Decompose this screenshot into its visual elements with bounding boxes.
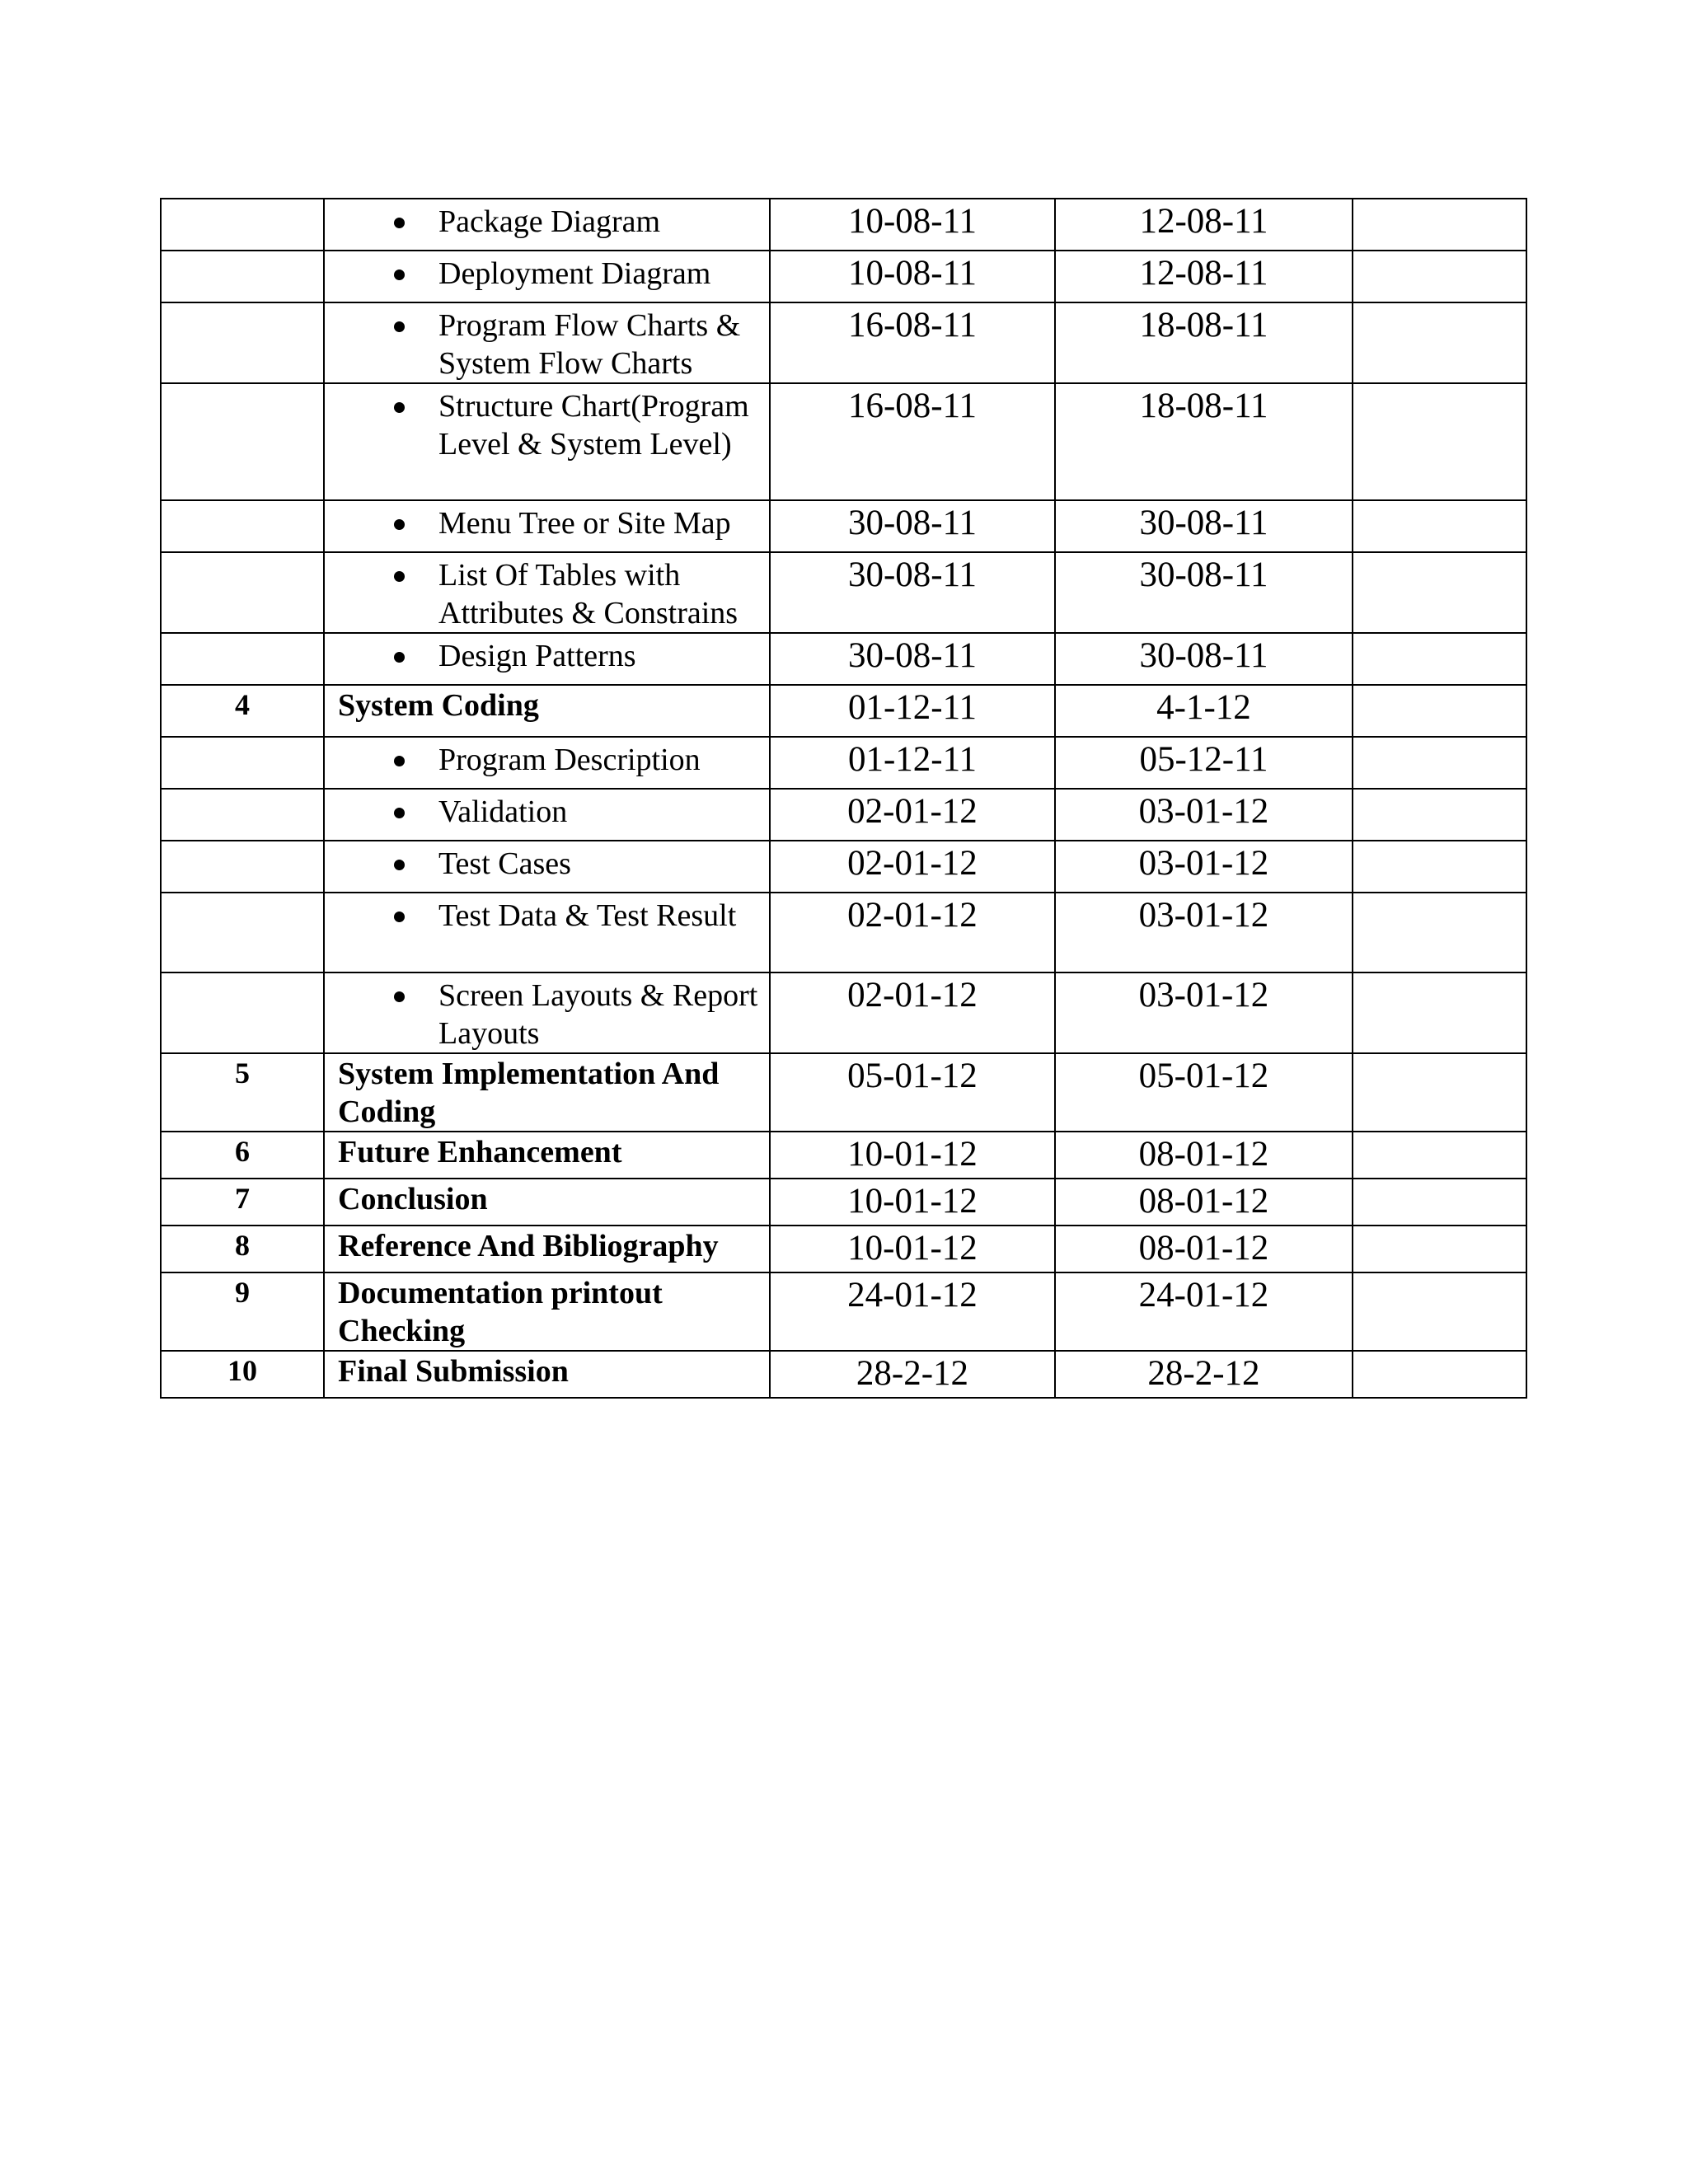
table-row bbox=[161, 633, 1526, 685]
subtask-label: Structure Chart(Program Level & System Level) bbox=[438, 389, 749, 462]
end-date-cell bbox=[1055, 1179, 1353, 1226]
task-cell bbox=[324, 383, 770, 500]
remarks-cell bbox=[1353, 972, 1526, 1053]
end-date-cell bbox=[1055, 633, 1353, 685]
end-date: 28-2-12 bbox=[1147, 1354, 1260, 1393]
start-date: 30-08-11 bbox=[847, 555, 978, 594]
row-number-cell bbox=[161, 737, 324, 789]
remarks-cell bbox=[1353, 633, 1526, 685]
bullet-icon bbox=[394, 808, 405, 818]
bullet-icon bbox=[394, 652, 405, 663]
remarks-cell bbox=[1353, 841, 1526, 893]
end-date-cell bbox=[1055, 1351, 1353, 1398]
start-date: 28-2-12 bbox=[856, 1354, 969, 1393]
remarks-cell bbox=[1353, 1226, 1526, 1272]
remarks-cell bbox=[1353, 1351, 1526, 1398]
start-date-cell bbox=[770, 972, 1055, 1053]
remarks-cell bbox=[1353, 685, 1526, 737]
start-date-cell bbox=[770, 893, 1055, 972]
row-number-cell: 4 bbox=[161, 685, 324, 737]
phase-label: Conclusion bbox=[338, 1182, 488, 1216]
table-row bbox=[161, 251, 1526, 302]
end-date-cell bbox=[1055, 1132, 1353, 1179]
row-number-cell bbox=[161, 383, 324, 500]
start-date-cell bbox=[770, 251, 1055, 302]
start-date-cell bbox=[770, 302, 1055, 383]
task-cell bbox=[324, 972, 770, 1053]
table-row bbox=[161, 199, 1526, 251]
start-date-cell bbox=[770, 1351, 1055, 1398]
table-row bbox=[161, 737, 1526, 789]
task-cell bbox=[324, 500, 770, 552]
start-date: 30-08-11 bbox=[847, 636, 978, 675]
row-number-cell bbox=[161, 552, 324, 633]
remarks-cell bbox=[1353, 251, 1526, 302]
row-number-cell: 5 bbox=[161, 1053, 324, 1132]
end-date-cell bbox=[1055, 789, 1353, 841]
end-date: 03-01-12 bbox=[1138, 976, 1269, 1015]
remarks-cell bbox=[1353, 552, 1526, 633]
phase-label: Documentation printout Checking bbox=[338, 1276, 663, 1348]
start-date: 02-01-12 bbox=[847, 976, 978, 1015]
task-cell bbox=[324, 199, 770, 251]
table-row bbox=[161, 789, 1526, 841]
start-date-cell bbox=[770, 633, 1055, 685]
end-date-cell bbox=[1055, 500, 1353, 552]
task-cell bbox=[324, 1351, 770, 1398]
start-date: 30-08-11 bbox=[847, 504, 978, 542]
row-number-cell bbox=[161, 893, 324, 972]
end-date: 18-08-11 bbox=[1139, 306, 1268, 344]
table-row bbox=[161, 893, 1526, 972]
subtask-label: Program Flow Charts & System Flow Charts bbox=[438, 308, 741, 381]
row-number-cell: 8 bbox=[161, 1226, 324, 1272]
task-cell bbox=[324, 1179, 770, 1226]
end-date-cell bbox=[1055, 1226, 1353, 1272]
task-cell bbox=[324, 1226, 770, 1272]
start-date-cell bbox=[770, 552, 1055, 633]
task-cell bbox=[324, 1272, 770, 1351]
end-date: 30-08-11 bbox=[1139, 555, 1268, 594]
task-cell bbox=[324, 633, 770, 685]
task-cell bbox=[324, 251, 770, 302]
end-date-cell bbox=[1055, 893, 1353, 972]
row-number-cell bbox=[161, 633, 324, 685]
subtask-label: Deployment Diagram bbox=[438, 256, 711, 291]
table-row bbox=[161, 841, 1526, 893]
start-date-cell bbox=[770, 1226, 1055, 1272]
task-cell bbox=[324, 1132, 770, 1179]
phase-label: Future Enhancement bbox=[338, 1135, 622, 1169]
end-date-cell bbox=[1055, 251, 1353, 302]
bullet-icon bbox=[394, 860, 405, 870]
end-date-cell bbox=[1055, 552, 1353, 633]
start-date: 01-12-11 bbox=[847, 740, 978, 779]
start-date-cell bbox=[770, 1272, 1055, 1351]
start-date-cell bbox=[770, 500, 1055, 552]
end-date: 24-01-12 bbox=[1138, 1276, 1269, 1315]
end-date: 18-08-11 bbox=[1139, 387, 1268, 425]
remarks-cell bbox=[1353, 1132, 1526, 1179]
bullet-icon bbox=[394, 756, 405, 766]
subtask-label: List Of Tables with Attributes & Constrains bbox=[438, 558, 738, 630]
task-cell bbox=[324, 302, 770, 383]
table-row bbox=[161, 1179, 1526, 1226]
subtask-label: Validation bbox=[438, 794, 568, 829]
bullet-icon bbox=[394, 912, 405, 922]
start-date-cell bbox=[770, 685, 1055, 737]
end-date-cell bbox=[1055, 199, 1353, 251]
task-cell bbox=[324, 841, 770, 893]
bullet-icon bbox=[394, 218, 405, 228]
task-cell bbox=[324, 1053, 770, 1132]
bullet-icon bbox=[394, 519, 405, 530]
start-date-cell bbox=[770, 199, 1055, 251]
end-date: 12-08-11 bbox=[1139, 202, 1268, 241]
table-row bbox=[161, 1053, 1526, 1132]
start-date-cell bbox=[770, 789, 1055, 841]
table-row bbox=[161, 383, 1526, 500]
start-date-cell bbox=[770, 1132, 1055, 1179]
end-date: 30-08-11 bbox=[1139, 504, 1268, 542]
end-date: 08-01-12 bbox=[1138, 1182, 1269, 1221]
row-number-cell bbox=[161, 841, 324, 893]
row-number-cell bbox=[161, 500, 324, 552]
bullet-icon bbox=[394, 402, 405, 413]
task-cell bbox=[324, 789, 770, 841]
remarks-cell bbox=[1353, 1179, 1526, 1226]
remarks-cell bbox=[1353, 893, 1526, 972]
end-date-cell bbox=[1055, 841, 1353, 893]
start-date: 10-08-11 bbox=[847, 254, 978, 293]
remarks-cell bbox=[1353, 1272, 1526, 1351]
end-date: 12-08-11 bbox=[1139, 254, 1268, 293]
phase-label: Final Submission bbox=[338, 1354, 569, 1389]
end-date: 30-08-11 bbox=[1139, 636, 1268, 675]
subtask-label: Screen Layouts & Report Layouts bbox=[438, 978, 758, 1051]
end-date: 08-01-12 bbox=[1138, 1135, 1269, 1174]
end-date-cell bbox=[1055, 737, 1353, 789]
table-row bbox=[161, 552, 1526, 633]
start-date: 10-08-11 bbox=[847, 202, 978, 241]
end-date: 05-12-11 bbox=[1139, 740, 1268, 779]
table-row bbox=[161, 1226, 1526, 1272]
row-number-cell: 7 bbox=[161, 1179, 324, 1226]
remarks-cell bbox=[1353, 789, 1526, 841]
row-number-cell bbox=[161, 251, 324, 302]
start-date: 10-01-12 bbox=[847, 1182, 978, 1221]
start-date-cell bbox=[770, 1179, 1055, 1226]
bullet-icon bbox=[394, 571, 405, 582]
start-date: 02-01-12 bbox=[847, 792, 978, 831]
remarks-cell bbox=[1353, 302, 1526, 383]
end-date-cell bbox=[1055, 1053, 1353, 1132]
task-cell bbox=[324, 737, 770, 789]
end-date: 03-01-12 bbox=[1138, 896, 1269, 935]
start-date: 24-01-12 bbox=[847, 1276, 978, 1315]
start-date-cell bbox=[770, 383, 1055, 500]
subtask-label: Program Description bbox=[438, 743, 701, 777]
end-date: 03-01-12 bbox=[1138, 792, 1269, 831]
start-date: 16-08-11 bbox=[847, 306, 978, 344]
row-number-cell bbox=[161, 972, 324, 1053]
task-cell bbox=[324, 552, 770, 633]
end-date-cell bbox=[1055, 302, 1353, 383]
subtask-label: Test Cases bbox=[438, 846, 571, 881]
schedule-table-body bbox=[161, 199, 1526, 1398]
end-date-cell bbox=[1055, 1272, 1353, 1351]
start-date-cell bbox=[770, 841, 1055, 893]
end-date-cell bbox=[1055, 383, 1353, 500]
remarks-cell bbox=[1353, 500, 1526, 552]
start-date: 05-01-12 bbox=[847, 1057, 978, 1095]
subtask-label: Test Data & Test Result bbox=[438, 898, 737, 933]
row-number-cell: 6 bbox=[161, 1132, 324, 1179]
phase-label: System Implementation And Coding bbox=[338, 1057, 720, 1129]
bullet-icon bbox=[394, 991, 405, 1002]
table-row bbox=[161, 1351, 1526, 1398]
row-number-cell bbox=[161, 789, 324, 841]
table-row bbox=[161, 1272, 1526, 1351]
start-date: 02-01-12 bbox=[847, 896, 978, 935]
row-number-cell: 10 bbox=[161, 1351, 324, 1398]
remarks-cell bbox=[1353, 199, 1526, 251]
end-date-cell bbox=[1055, 685, 1353, 737]
end-date: 03-01-12 bbox=[1138, 844, 1269, 883]
table-row bbox=[161, 302, 1526, 383]
row-number-cell bbox=[161, 199, 324, 251]
row-number-cell bbox=[161, 302, 324, 383]
subtask-label: Package Diagram bbox=[438, 204, 661, 239]
end-date: 4-1-12 bbox=[1156, 688, 1251, 727]
start-date-cell bbox=[770, 737, 1055, 789]
bullet-icon bbox=[394, 321, 405, 332]
table-row bbox=[161, 972, 1526, 1053]
remarks-cell bbox=[1353, 1053, 1526, 1132]
start-date-cell bbox=[770, 1053, 1055, 1132]
end-date: 08-01-12 bbox=[1138, 1229, 1269, 1268]
table-row bbox=[161, 1132, 1526, 1179]
row-number-cell: 9 bbox=[161, 1272, 324, 1351]
start-date: 01-12-11 bbox=[847, 688, 978, 727]
bullet-icon bbox=[394, 269, 405, 280]
task-cell bbox=[324, 893, 770, 972]
remarks-cell bbox=[1353, 737, 1526, 789]
end-date-cell bbox=[1055, 972, 1353, 1053]
phase-label: Reference And Bibliography bbox=[338, 1229, 719, 1263]
start-date: 16-08-11 bbox=[847, 387, 978, 425]
end-date: 05-01-12 bbox=[1138, 1057, 1269, 1095]
start-date: 10-01-12 bbox=[847, 1135, 978, 1174]
task-cell bbox=[324, 685, 770, 737]
table-row bbox=[161, 685, 1526, 737]
remarks-cell bbox=[1353, 383, 1526, 500]
start-date: 10-01-12 bbox=[847, 1229, 978, 1268]
subtask-label: Design Patterns bbox=[438, 639, 636, 673]
table-row bbox=[161, 500, 1526, 552]
phase-label: System Coding bbox=[338, 688, 539, 723]
start-date: 02-01-12 bbox=[847, 844, 978, 883]
subtask-label: Menu Tree or Site Map bbox=[438, 506, 731, 541]
schedule-table bbox=[160, 198, 1527, 1399]
